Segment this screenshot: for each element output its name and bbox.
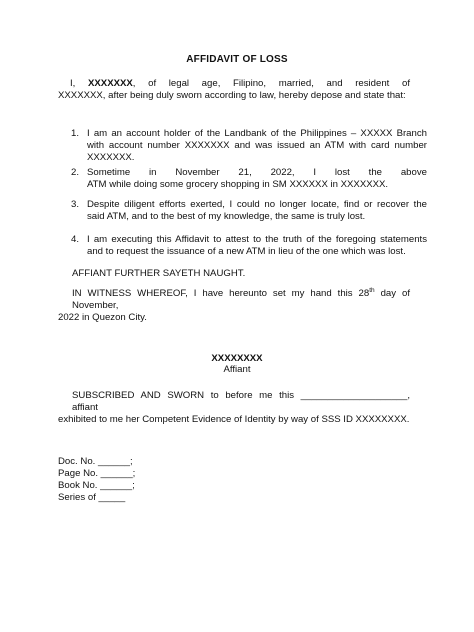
notarial-register [58, 456, 135, 504]
jurat-line-1: SUBSCRIBED AND SWORN to before me this ____________________, affiant [72, 390, 410, 413]
statement-line: said ATM, and to the best of my knowledge, the same is truly lost. [87, 211, 366, 222]
further-sayeth: AFFIANT FURTHER SAYETH NAUGHT. [72, 268, 246, 279]
book-number: Book No. ______; [58, 480, 135, 491]
witness-line-1-pre: IN WITNESS WHEREOF, I have hereunto set my hand this 28 [72, 288, 370, 299]
statement-line: I am executing this Affidavit to attest to the truth of the foregoing statements [87, 234, 427, 245]
statement-number: 1. [71, 128, 80, 139]
intro-pronoun: I, [70, 78, 76, 89]
statement-item-1 [71, 128, 427, 164]
jurat-paragraph [58, 390, 410, 426]
statement-item-3 [71, 199, 427, 223]
series-of: Series of _____ [58, 492, 126, 503]
statement-line: and to request the issuance of a new ATM in lieu of the one which was lost. [87, 246, 406, 257]
statement-number: 4. [71, 234, 80, 245]
affiant-label: Affiant [223, 364, 251, 375]
witness-line-2: November, [72, 300, 119, 311]
page-number: Page No. ______; [58, 468, 136, 479]
witness-line-1-post: day of [374, 288, 410, 299]
ordinal-suffix: th [369, 286, 375, 294]
statement-line: XXXXXXX. [87, 152, 135, 163]
jurat-line-2: exhibited to me her Competent Evidence of Identity by way of SSS ID XXXXXXXX. [58, 414, 410, 425]
intro-line-1-rest: , of legal age, Filipino, married, and resident of [132, 78, 410, 89]
statement-line: I am an account holder of the Landbank of the Philippines – XXXXX Branch [87, 128, 427, 139]
statement-number: 2. [71, 167, 80, 178]
witness-line-1 [58, 288, 410, 300]
statement-item-2 [71, 167, 427, 191]
document-title: AFFIDAVIT OF LOSS [186, 54, 288, 65]
affiant-name-inline: XXXXXXX [88, 78, 133, 89]
intro-line-2: XXXXXXX, after being duly sworn according to law, hereby depose and state that: [58, 90, 406, 101]
statement-line: Sometime in November 21, 2022, I lost the above [87, 167, 427, 178]
witness-line-3: 2022 in Quezon City. [58, 312, 147, 323]
intro-line-1 [58, 78, 410, 90]
intro-paragraph [58, 78, 410, 102]
witness-paragraph [58, 288, 410, 324]
statement-line: Despite diligent efforts exerted, I could no longer locate, find or recover the [87, 199, 427, 210]
doc-number: Doc. No. ______; [58, 456, 133, 467]
statement-item-4 [71, 234, 427, 258]
statement-number: 3. [71, 199, 80, 210]
statement-line: with account number XXXXXXX and was issued an ATM with card number [87, 140, 427, 151]
affiant-signature-name: XXXXXXXX [211, 353, 263, 364]
statement-line: ATM while doing some grocery shopping in SM XXXXXX in XXXXXXX. [87, 179, 389, 190]
